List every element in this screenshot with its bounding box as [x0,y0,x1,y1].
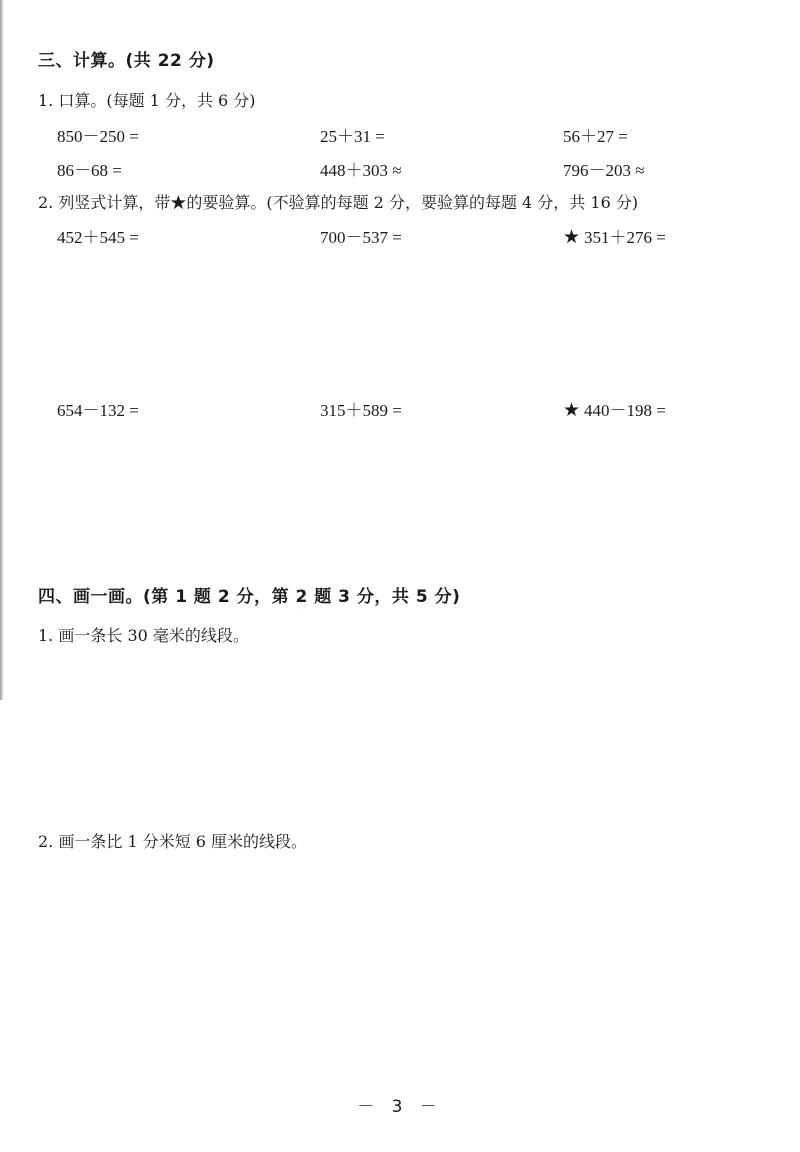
vertical-expr-5: 315＋589 = [320,401,402,420]
oral-expr-1: 850－250 = [57,127,139,146]
vertical-expr-3-with-check [563,223,666,249]
oral-expr-3: 56＋27 = [563,127,628,146]
q2-vertical-calc-label: 2. 列竖式计算，带★的要验算。(不验算的每题 2 分，要验算的每题 4 分，共 16 分) [38,193,639,212]
draw-q1-label: 1. 画一条长 30 毫米的线段。 [38,626,249,645]
vertical-expr-4: 654－132 = [57,401,139,420]
vertical-expr-6-with-check [563,396,666,422]
vertical-expr-6: 440－198 = [584,401,666,420]
vertical-expr-3: 351＋276 = [584,228,666,247]
oral-expr-6: 796－203 ≈ [563,161,645,180]
star-icon: ★ [563,400,581,421]
section-4-title: 四、画一画。(第 1 题 2 分，第 2 题 3 分，共 5 分) [38,587,461,607]
page-number: － 3 － [357,1097,443,1117]
oral-expr-4: 86－68 = [57,161,122,180]
star-icon: ★ [563,227,581,248]
q1-oral-calc-label: 1. 口算。(每题 1 分，共 6 分) [38,91,256,110]
scan-edge-shadow [0,0,4,700]
faint-watermark: · [296,606,298,611]
vertical-expr-1: 452＋545 = [57,228,139,247]
oral-expr-5: 448＋303 ≈ [320,161,402,180]
oral-expr-2: 25＋31 = [320,127,385,146]
draw-q2-label: 2. 画一条比 1 分米短 6 厘米的线段。 [38,832,308,851]
section-3-title: 三、计算。(共 22 分) [38,51,215,71]
vertical-expr-2: 700－537 = [320,228,402,247]
